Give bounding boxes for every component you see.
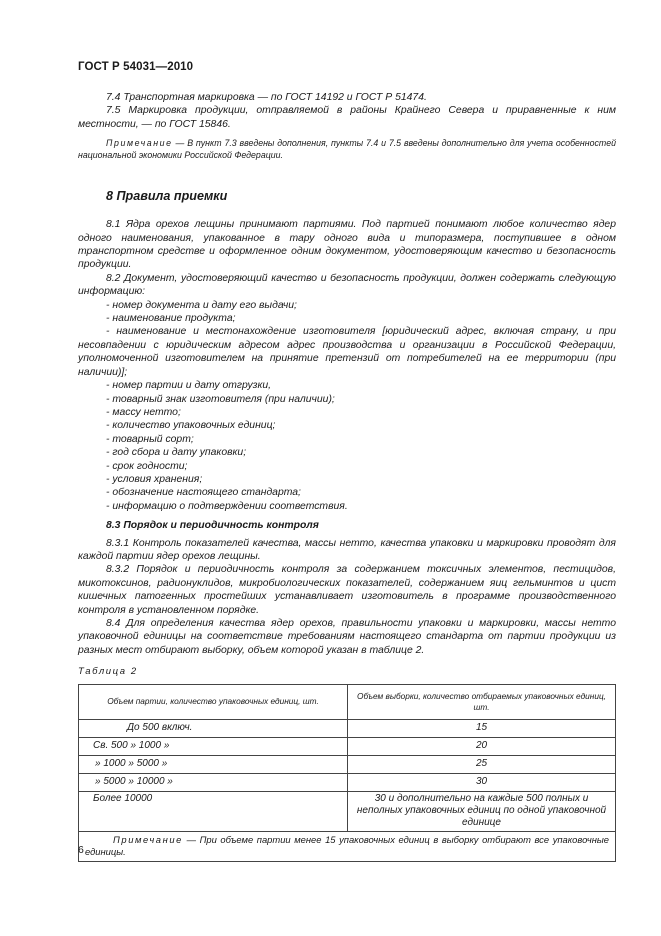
list-item: - номер партии и дату отгрузки, [106, 380, 272, 392]
table-cell: 30 [348, 773, 616, 791]
section-8-title: 8 Правила приемки [106, 189, 228, 204]
paragraph-7-4: 7.4 Транспортная маркировка — по ГОСТ 14192 и ГОСТ Р 51474. [106, 92, 427, 103]
page-content [78, 91, 616, 862]
table-cell: Более 10000 [79, 791, 348, 831]
paragraph-8-3-2: 8.3.2 Порядок и периодичность контроля за содержанием токсичных элементов, пестицидов, микотоксинов, радионуклидов, микробиологических показателей, содержанием яиц гельминтов и цист кишечных патогенных простейших устанавливает изготовитель в программе производственного контроля в установленном порядке. [78, 564, 616, 616]
table-note [79, 831, 616, 861]
list-item: - наименование продукта; [106, 313, 236, 325]
list-item-manufacturer: - наименование и местонахождение изготовителя [юридический адрес, включая страну, и при несовпадении с юридическим адресом адрес производства и организации в Российской Федерации, уполномоченной изготовителем на принятие претензий от потребителей на ее территории (при наличии)]; [78, 326, 616, 378]
table-cell: 15 [348, 719, 616, 737]
paragraph-8-1: 8.1 Ядра орехов лещины принимают партиями. Под партией понимают любое количество ядер одного наименования, упакованное в тару одного вида и типоразмера, поступившее в одном транспортном средстве и оформленное одним документом, удостоверяющим качество и безопасность продукции. [78, 219, 616, 271]
table-row [79, 755, 616, 773]
page-number: 6 [78, 844, 84, 856]
list-item: - срок годности; [106, 460, 188, 472]
table-note-text: — При объеме партии менее 15 упаковочных единиц в выборку отбирают все упаковочные единицы. [85, 833, 609, 858]
table-cell: 20 [348, 737, 616, 755]
table-cell: Дo 500 включ. [79, 719, 348, 737]
list-item: - номер документа и дату его выдачи; [106, 299, 297, 311]
table-cell: » 1000 » 5000 » [79, 755, 348, 773]
table-header-row [79, 684, 616, 719]
table-row [79, 737, 616, 755]
list-item: - товарный сорт; [106, 433, 194, 445]
paragraph-8-2: 8.2 Документ, удостоверяющий качество и безопасность продукции, должен содержать следующую информацию: [78, 272, 616, 298]
paragraph-8-4: 8.4 Для определения качества ядер орехов, правильности упаковки и маркировки, массы нетто упаковочной единицы на соответствие требованиям настоящего стандарта от партии продукции из разных мест отбирают выборку, объем которой указан в таблице 2. [78, 618, 616, 656]
list-item: - информацию о подтверждении соответствия. [106, 500, 348, 512]
table-cell: Св. 500 » 1000 » [79, 737, 348, 755]
subsection-8-3-title: 8.3 Порядок и периодичность контроля [106, 520, 319, 532]
paragraph-7-5: 7.5 Маркировка продукции, отправляемой в районы Крайнего Севера и приравненные к ним местности, — по ГОСТ 15846. [78, 105, 616, 130]
list-item: - условия хранения; [106, 473, 203, 485]
list-item: - количество упаковочных единиц; [106, 420, 276, 432]
table-row [79, 719, 616, 737]
paragraph-8-3-1: 8.3.1 Контроль показателей качества, массы нетто, качества упаковки и маркировки проводят для каждой партии ядер орехов лещины. [78, 537, 616, 562]
table-header-cell: Объем партии, количество упаковочных единиц, шт. [79, 684, 348, 719]
note-text: — В пункт 7.3 введены дополнения, пункты 7.4 и 7.5 введены дополнительно для учета особенностей национальной экономики Российской Федерации. [78, 138, 616, 161]
table-row [79, 773, 616, 791]
table-row [79, 791, 616, 831]
table-cell: 25 [348, 755, 616, 773]
table-cell: » 5000 » 10000 » [79, 773, 348, 791]
list-item: - год сбора и дату упаковки; [106, 447, 247, 459]
sample-size-table [78, 684, 616, 862]
standard-header: ГОСТ Р 54031—2010 [78, 61, 194, 73]
table-cell: 30 и дополнительно на каждые 500 полных и неполных упаковочных единиц по одной упаковочной единице [348, 791, 616, 831]
table-note-row [79, 831, 616, 861]
table-note-label: Примечание [113, 833, 183, 845]
table-caption: Таблица 2 [78, 666, 138, 678]
list-item: - обозначение настоящего стандарта; [106, 487, 301, 499]
list-item: - товарный знак изготовителя (при наличии); [106, 393, 335, 405]
note-label: Примечание [106, 138, 173, 149]
list-item: - массу нетто; [106, 406, 181, 418]
note-section-7 [78, 137, 616, 161]
table-header-cell: Объем выборки, количество отбираемых упаковочных единиц, шт. [348, 684, 616, 719]
